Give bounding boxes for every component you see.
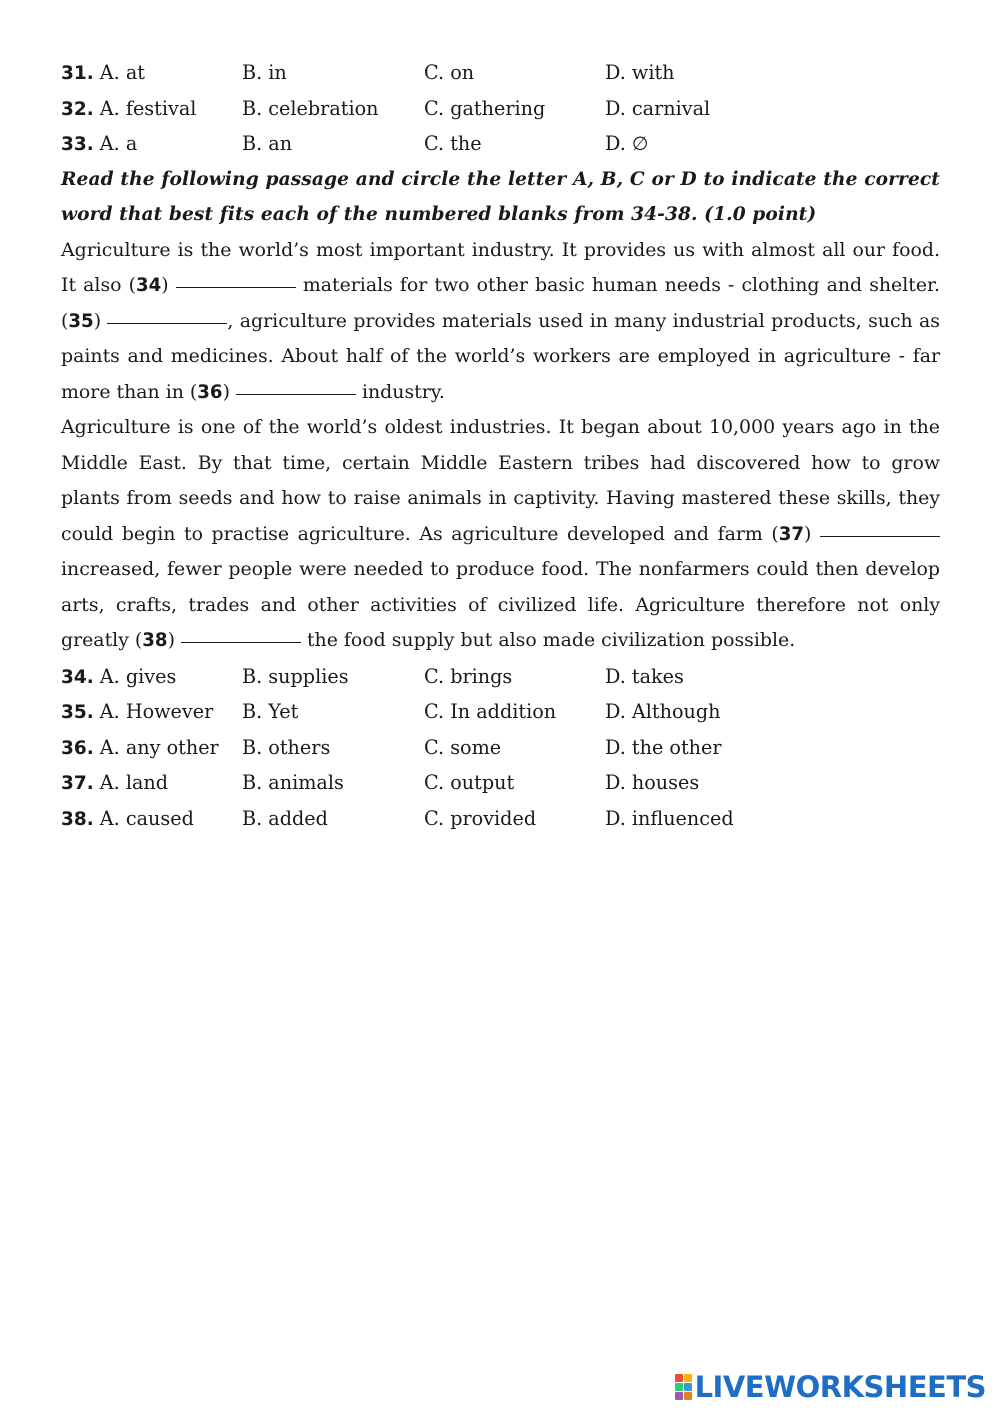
answer-blank-38[interactable] [181, 641, 301, 643]
logo-tile [675, 1392, 683, 1400]
option-b[interactable]: B. an [242, 132, 293, 155]
question-35 [61, 694, 940, 730]
passage-text: materials for two other basic human needs - clothing and shelter. ( [61, 274, 940, 332]
passage-text: ) [93, 309, 108, 332]
passage-text: Agriculture is the world’s most important industry. It provides us with almost all our food. It also ( [61, 238, 940, 296]
blank-number-38: 38 [142, 630, 168, 651]
logo-wordmark: LIVEWORKSHEETS [694, 1370, 986, 1404]
question-number: 33. [61, 134, 94, 155]
option-b[interactable]: B. supplies [242, 664, 349, 688]
logo-tile [675, 1374, 683, 1382]
question-number: 35. [61, 702, 94, 723]
liveworksheets-logo[interactable] [675, 1372, 986, 1402]
question-number: 31. [61, 63, 94, 84]
option-d[interactable]: D. houses [605, 771, 700, 794]
question-38 [61, 801, 940, 837]
question-list-34-38 [61, 659, 940, 837]
question-number: 32. [61, 98, 94, 120]
option-b[interactable]: B. Yet [242, 700, 299, 723]
question-32 [61, 91, 940, 127]
option-c[interactable]: C. output [424, 771, 515, 794]
blank-number-35: 35 [68, 310, 94, 332]
question-34 [61, 659, 940, 695]
section-instruction: Read the following passage and circle the letter A, B, C or D to indicate the correct word that best fits each of the numbered blanks from 34-38. (1.0 point) [61, 168, 940, 225]
option-a[interactable]: A. a [99, 132, 138, 155]
option-b[interactable]: B. celebration [242, 96, 379, 120]
option-a[interactable]: A. any other [99, 735, 219, 759]
passage-text: the food supply but also made civilization possible. [300, 629, 796, 651]
option-c[interactable]: C. the [424, 132, 482, 155]
option-b[interactable]: B. others [242, 735, 331, 759]
option-d[interactable]: D. Although [605, 700, 721, 723]
option-d[interactable]: D. the other [605, 735, 722, 759]
answer-blank-34[interactable] [176, 286, 296, 288]
question-number: 38. [61, 808, 94, 830]
question-36 [61, 730, 940, 766]
passage-text: Agriculture is one of the world’s oldest industries. It began about 10,000 years ago in the Middle East. By that time, certain Middle Eastern tribes had discovered how to grow plants from seeds and how to raise animals in captivity. Having mastered these skills, they could begin to practise agriculture. As agriculture developed and farm ( [61, 416, 940, 545]
passage-text: , agriculture provides materials used in many industrial products, such as paints and medicines. About half of the world’s workers are employed in agriculture - far more than in ( [61, 309, 941, 403]
passage-text: ) [222, 380, 236, 403]
passage-text: increased, fewer people were needed to produce food. The nonfarmers could then develop arts, crafts, trades and other activities of civilized life. Agriculture therefore not only greatly ( [61, 558, 940, 651]
blank-number-36: 36 [197, 381, 223, 403]
option-d[interactable]: D. carnival [605, 96, 711, 120]
answer-blank-36[interactable] [236, 393, 356, 395]
passage-text: ) [167, 629, 181, 651]
question-33 [61, 126, 940, 162]
option-d[interactable]: D. takes [605, 664, 684, 688]
option-a[interactable]: A. However [99, 700, 214, 723]
logo-tile [684, 1383, 692, 1391]
passage-paragraph-1 [61, 233, 940, 411]
worksheet-page [61, 55, 940, 836]
question-31 [61, 55, 940, 91]
blank-number-34: 34 [135, 275, 162, 296]
passage-paragraph-2 [61, 410, 940, 659]
passage-text: ) [804, 522, 820, 545]
option-c[interactable]: C. provided [424, 806, 537, 830]
question-number: 37. [61, 773, 94, 794]
liveworksheets-logo-icon [675, 1374, 692, 1400]
logo-tile [684, 1392, 692, 1400]
question-list-31-33 [61, 55, 940, 162]
passage-text: ) [161, 274, 176, 296]
question-number: 36. [61, 737, 94, 759]
option-a[interactable]: A. land [99, 771, 169, 794]
option-a[interactable]: A. at [99, 61, 145, 84]
option-c[interactable]: C. In addition [424, 700, 557, 723]
option-c[interactable]: C. brings [424, 664, 513, 688]
option-c[interactable]: C. on [424, 61, 475, 84]
passage-text: industry. [355, 380, 445, 403]
option-b[interactable]: B. added [242, 806, 328, 830]
answer-blank-37[interactable] [820, 535, 940, 537]
option-a[interactable]: A. festival [99, 96, 197, 120]
answer-blank-35[interactable] [107, 322, 227, 324]
option-c[interactable]: C. gathering [424, 96, 546, 120]
option-a[interactable]: A. gives [99, 664, 177, 688]
logo-tile [684, 1374, 692, 1382]
option-d[interactable]: D. influenced [605, 806, 734, 830]
option-d[interactable]: D. with [605, 61, 675, 84]
question-37 [61, 765, 940, 801]
option-b[interactable]: B. in [242, 61, 287, 84]
option-c[interactable]: C. some [424, 735, 502, 759]
question-number: 34. [61, 666, 94, 688]
option-a[interactable]: A. caused [99, 806, 194, 830]
logo-tile [675, 1383, 683, 1391]
option-d[interactable]: D. ∅ [605, 132, 649, 155]
blank-number-37: 37 [778, 523, 805, 545]
option-b[interactable]: B. animals [242, 771, 344, 794]
